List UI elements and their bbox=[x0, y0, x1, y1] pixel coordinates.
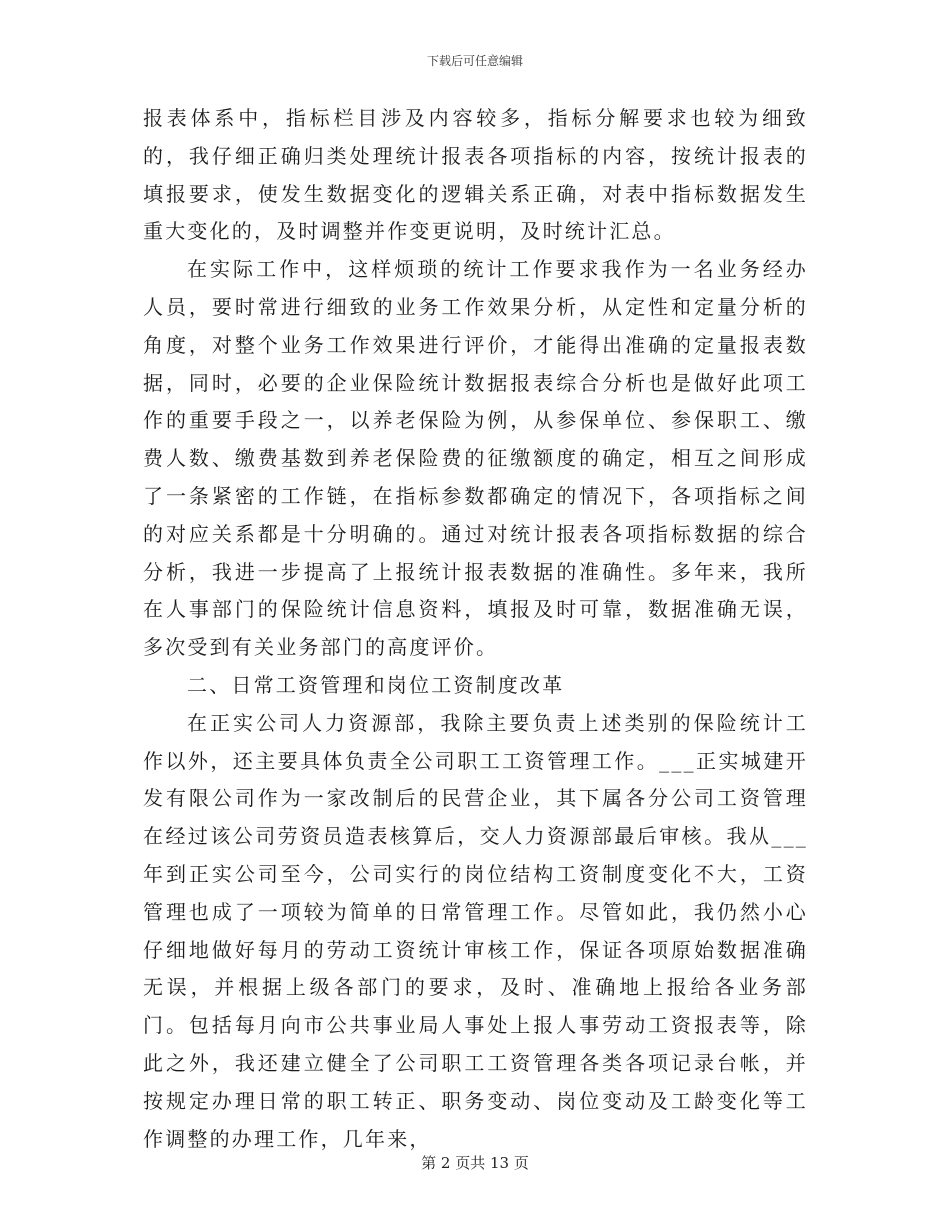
paragraph-continuation: 报表体系中，指标栏目涉及内容较多，指标分解要求也较为细致的，我仔细正确归类处理统计报表各项指标的内容，按统计报表的填报要求，使发生数据变化的逻辑关系正确，对表中指标数据发生重大变化的，及时调整并作变更说明，及时统计汇总。 bbox=[143, 106, 808, 244]
paragraph-statistics-analysis: 在实际工作中，这样烦琐的统计工作要求我作为一名业务经办人员，要时常进行细致的业务工作效果分析，从定性和定量分析的角度，对整个业务工作效果进行评价，才能得出准确的定量报表数据，同时，必要的企业保险统计数据报表综合分析也是做好此项工作的重要手段之一，以养老保险为例，从参保单位、参保职工、缴费人数、缴费基数到养老保险费的征缴额度的确定，相互之间形成了一条紧密的工作链，在指标参数都确定的情况下，各项指标之间的对应关系都是十分明确的。通过对统计报表各项指标数据的综合分析，我进一步提高了上报统计报表数据的准确性。多年来，我所在人事部门的保险统计信息资料，填报及时可靠，数据准确无误，多次受到有关业务部门的高度评价。 bbox=[143, 257, 808, 660]
page-number-footer: 第 2 页共 13 页 bbox=[421, 1154, 529, 1172]
paragraph-wage-management: 在正实公司人力资源部，我除主要负责上述类别的保险统计工作以外，还主要具体负责全公司职工工资管理工作。___正实城建开发有限公司作为一家改制后的民营企业，其下属各分公司工资管理在经过该公司劳资员造表核算后，交人力资源部最后审核。我从___年到正实公司至今，公司实行的岗位结构工资制度变化不大，工资管理也成了一项较为简单的日常管理工作。尽管如此，我仍然小心仔细地做好每月的劳动工资统计审核工作，保证各项原始数据准确无误，并根据上级各部门的要求，及时、准确地上报给各业务部门。包括每月向市公共事业局人事处上报人事劳动工资报表等，除此之外，我还建立健全了公司职工工资管理各类各项记录台帐，并按规定办理日常的职工转正、职务变动、岗位变动及工龄变化等工作调整的办理工作，几年来， bbox=[143, 710, 808, 1151]
document-body bbox=[143, 100, 808, 1158]
section-heading-wage-management: 二、日常工资管理和岗位工资制度改革 bbox=[187, 672, 565, 697]
page-header: 下载后可任意编辑 bbox=[426, 54, 523, 68]
